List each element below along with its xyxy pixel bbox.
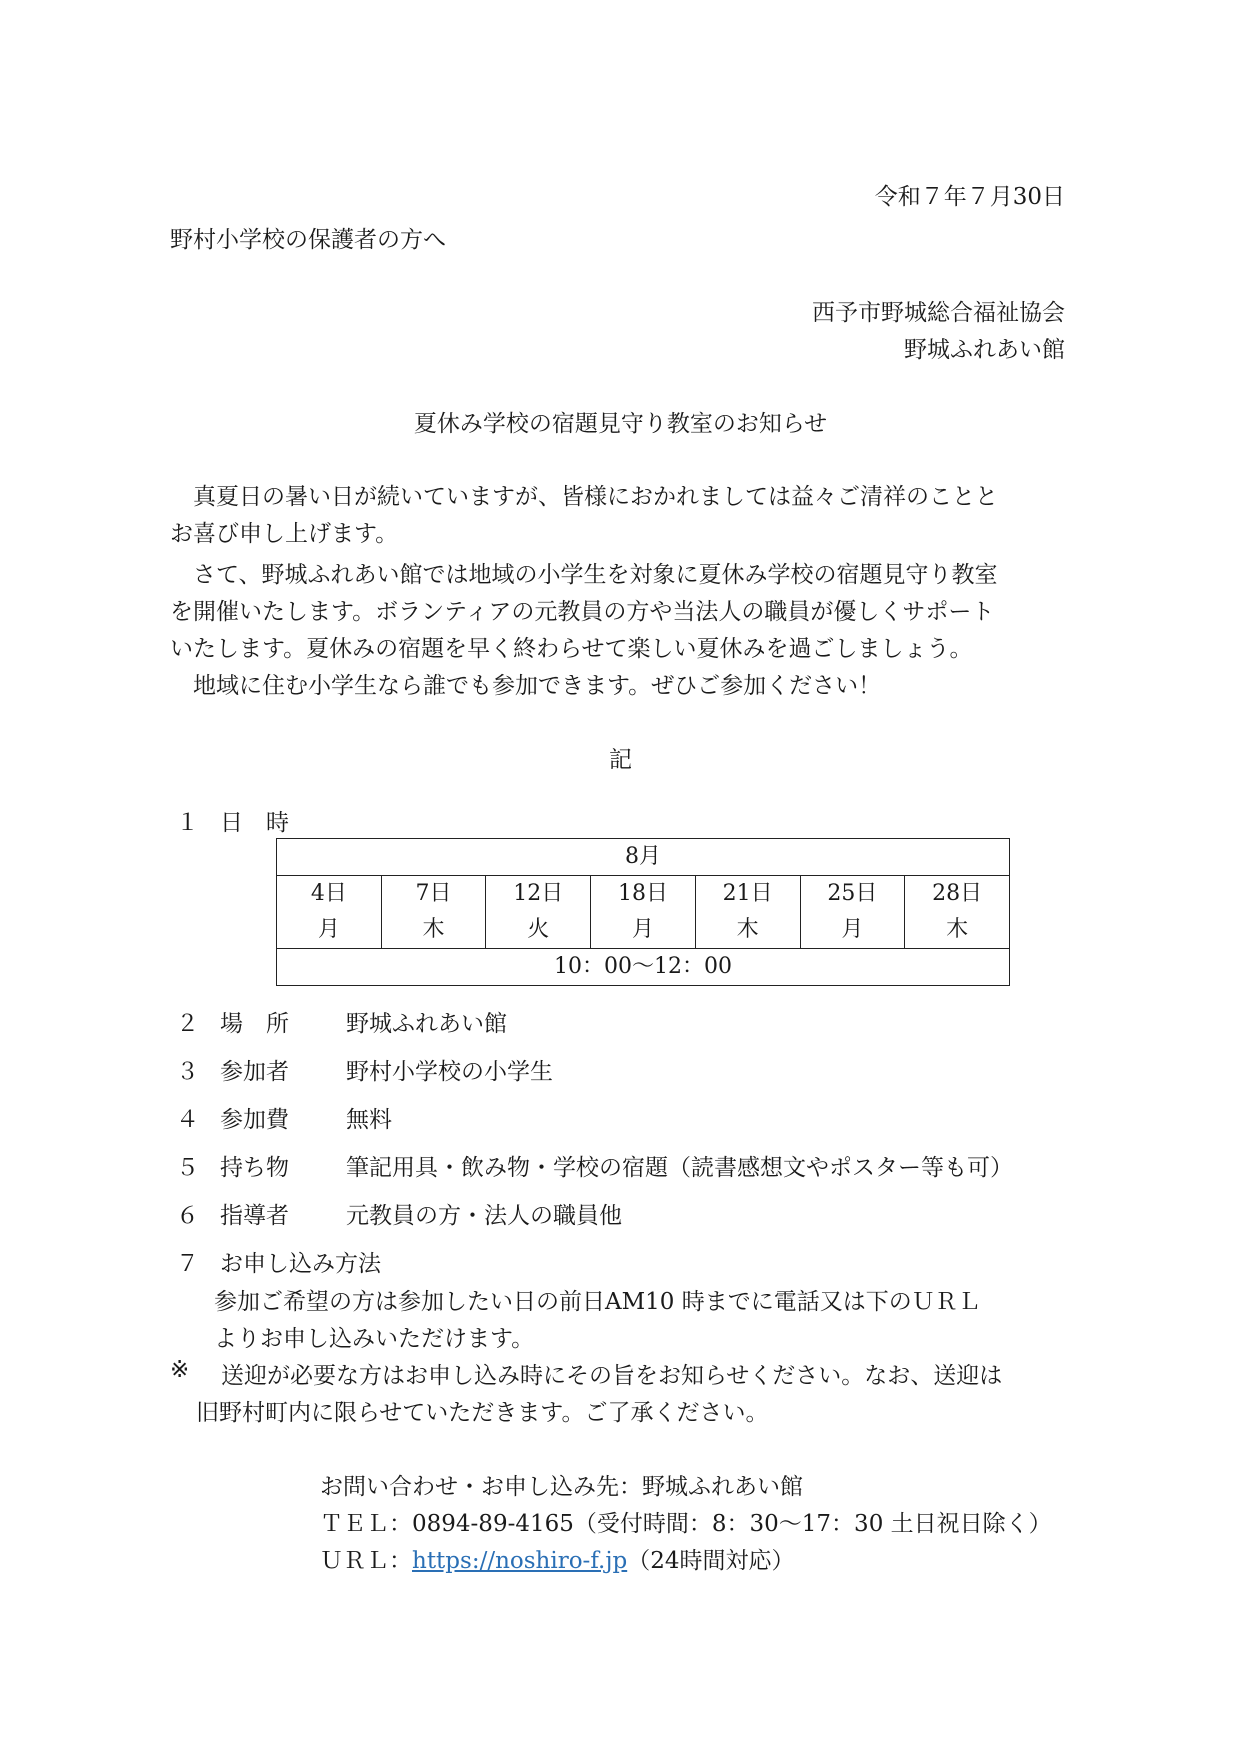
body-line: 真夏日の暑い日が続いていますが、皆様におかれましては益々ご清祥のことと bbox=[170, 484, 998, 510]
schedule-weekday: 月 bbox=[631, 917, 654, 942]
contact-tel-line bbox=[320, 1505, 1052, 1538]
schedule-weekday: 火 bbox=[527, 917, 550, 942]
website-link[interactable]: https://noshiro-f.jp bbox=[412, 1548, 628, 1574]
item-value-participants: 野村小学校の小学生 bbox=[346, 1059, 553, 1085]
schedule-time: 10：00〜12：00 bbox=[277, 949, 1010, 986]
item-value-belongings: 筆記用具・飲み物・学校の宿題（読書感想文やポスター等も可） bbox=[346, 1155, 1013, 1181]
schedule-day-cell bbox=[591, 876, 696, 949]
tel-number: 0894-89-4165 bbox=[412, 1511, 574, 1537]
url-label: ＵＲＬ： bbox=[320, 1548, 412, 1574]
body-line: を開催いたします。ボランティアの元教員の方や当法人の職員が優しくサポート bbox=[170, 599, 995, 625]
note-mark: ※ bbox=[170, 1357, 190, 1383]
schedule-date: 21日 bbox=[722, 881, 773, 906]
schedule-weekday: 木 bbox=[422, 917, 445, 942]
schedule-day-cell bbox=[277, 876, 382, 949]
tel-hours: （受付時間：8：30〜17：30 土日祝日除く） bbox=[573, 1511, 1052, 1537]
item-number: ２ bbox=[176, 1011, 199, 1037]
schedule-day-cell bbox=[800, 876, 905, 949]
tel-label: ＴＥＬ： bbox=[320, 1511, 412, 1537]
item-number: ７ bbox=[176, 1251, 199, 1277]
body-line: さて、野城ふれあい館では地域の小学生を対象に夏休み学校の宿題見守り教室 bbox=[170, 562, 998, 588]
schedule-weekday: 木 bbox=[946, 917, 969, 942]
application-text-line: 参加ご希望の方は参加したい日の前日AM10 時までに電話又は下のＵＲＬ bbox=[214, 1289, 981, 1315]
item-label-fee: 参加費 bbox=[220, 1107, 289, 1133]
body-line: 地域に住む小学生なら誰でも参加できます。ぜひご参加ください！ bbox=[170, 673, 882, 699]
item-number: ４ bbox=[176, 1107, 199, 1133]
item-value-fee: 無料 bbox=[346, 1107, 392, 1133]
schedule-weekday: 木 bbox=[736, 917, 759, 942]
note-line: 旧野村町内に限らせていただきます。ご了承ください。 bbox=[196, 1400, 769, 1426]
schedule-date: 4日 bbox=[310, 881, 347, 906]
item-number: １ bbox=[176, 810, 199, 836]
item-value-instructors: 元教員の方・法人の職員他 bbox=[346, 1203, 622, 1229]
schedule-weekday: 月 bbox=[317, 917, 340, 942]
schedule-date: 28日 bbox=[932, 881, 983, 906]
item-label-schedule: 日 時 bbox=[220, 810, 289, 836]
item-label-belongings: 持ち物 bbox=[220, 1155, 289, 1181]
body-line: いたします。夏休みの宿題を早く終わらせて楽しい夏休みを過ごしましょう。 bbox=[170, 636, 973, 662]
item-label-application: お申し込み方法 bbox=[220, 1251, 381, 1277]
schedule-day-cell bbox=[486, 876, 591, 949]
contact-url-line bbox=[320, 1542, 794, 1575]
item-value-place: 野城ふれあい館 bbox=[346, 1011, 507, 1037]
note-line: 送迎が必要な方はお申し込み時にその旨をお知らせください。なお、送迎は bbox=[221, 1363, 1003, 1389]
schedule-date: 7日 bbox=[415, 881, 452, 906]
item-number: ６ bbox=[176, 1203, 199, 1229]
application-text-line: よりお申し込みいただけます。 bbox=[214, 1326, 535, 1352]
addressee: 野村小学校の保護者の方へ bbox=[170, 227, 446, 253]
ki-heading: 記 bbox=[609, 747, 632, 773]
schedule-date: 18日 bbox=[617, 881, 668, 906]
schedule-month: 8月 bbox=[277, 839, 1010, 876]
contact-heading: お問い合わせ・お申し込み先：野城ふれあい館 bbox=[320, 1474, 803, 1500]
url-note: （24時間対応） bbox=[627, 1548, 795, 1574]
item-label-participants: 参加者 bbox=[220, 1059, 289, 1085]
sender-facility: 野城ふれあい館 bbox=[904, 337, 1065, 363]
document-title: 夏休み学校の宿題見守り教室のお知らせ bbox=[413, 411, 828, 437]
item-number: ５ bbox=[176, 1155, 199, 1181]
schedule-day-cell bbox=[905, 876, 1010, 949]
schedule-day-cell bbox=[695, 876, 800, 949]
document-date: 令和７年７月30日 bbox=[874, 184, 1065, 210]
schedule-table bbox=[276, 838, 1010, 986]
item-label-instructors: 指導者 bbox=[220, 1203, 289, 1229]
schedule-date: 25日 bbox=[827, 881, 878, 906]
sender-organization: 西予市野城総合福祉協会 bbox=[812, 300, 1065, 326]
item-label-place: 場 所 bbox=[220, 1011, 289, 1037]
item-number: ３ bbox=[176, 1059, 199, 1085]
schedule-day-cell bbox=[381, 876, 486, 949]
schedule-date: 12日 bbox=[513, 881, 564, 906]
schedule-weekday: 月 bbox=[841, 917, 864, 942]
body-line: お喜び申し上げます。 bbox=[170, 521, 399, 547]
